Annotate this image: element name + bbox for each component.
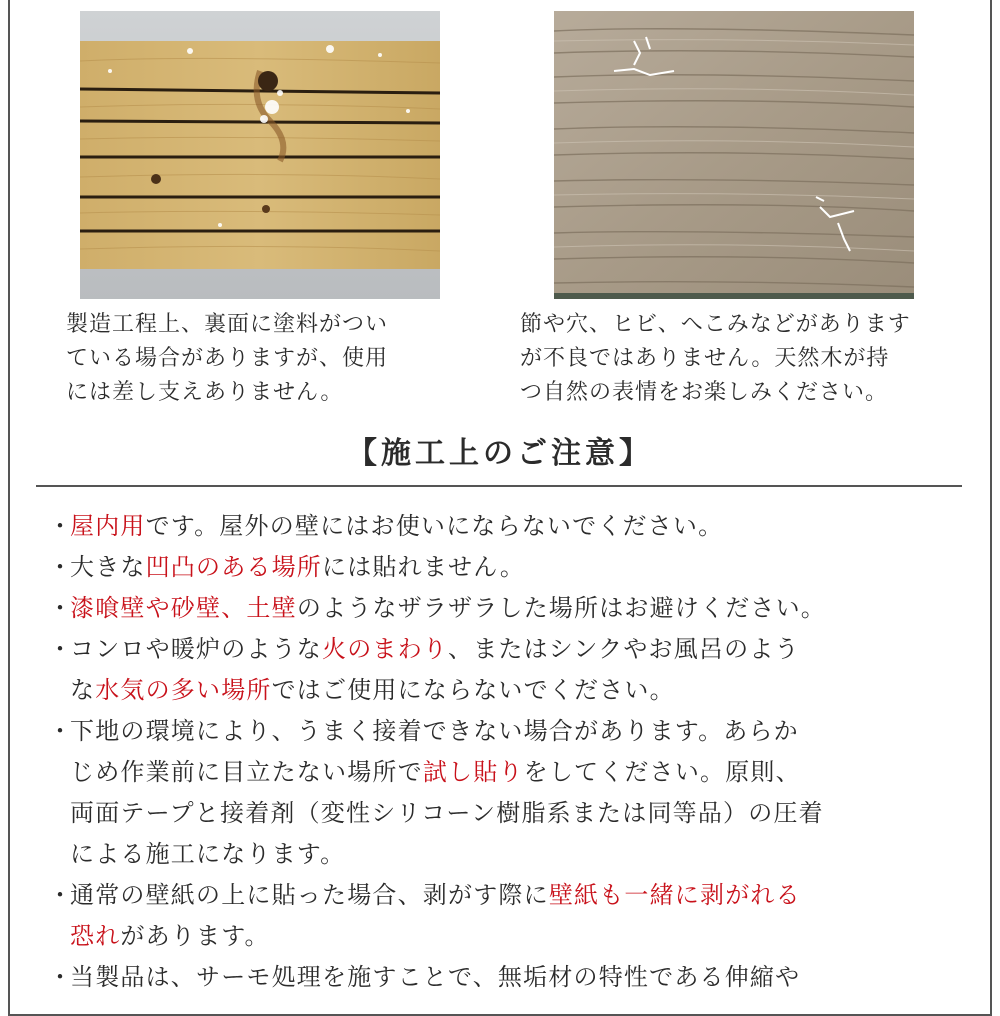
highlight-text: 漆喰壁や砂壁、土壁 xyxy=(70,594,297,622)
notes-list xyxy=(44,506,944,998)
bullet-marker: ・ xyxy=(48,512,72,540)
note-line xyxy=(44,957,944,998)
note-line xyxy=(44,629,944,670)
note-text: をしてください。原則、 xyxy=(523,758,801,786)
note-text: 通常の壁紙の上に貼った場合、剥がす際に xyxy=(70,881,549,909)
note-line xyxy=(44,547,944,588)
section-title: 【施工上のご注意】 xyxy=(347,436,653,471)
note-text: じめ作業前に目立たない場所で xyxy=(70,758,423,786)
note-line xyxy=(44,588,944,629)
note-text: には貼れません。 xyxy=(322,553,526,581)
caption-right-line: つ自然の表情をお楽しみください。 xyxy=(520,380,889,405)
note-item xyxy=(44,957,944,998)
note-line xyxy=(44,875,944,916)
note-item xyxy=(44,588,944,629)
bullet-marker: ・ xyxy=(48,553,72,581)
note-text: な xyxy=(70,676,96,704)
note-text: コンロや暖炉のような xyxy=(70,635,322,663)
note-item xyxy=(44,506,944,547)
highlight-text: 壁紙も一緒に剥がれる xyxy=(548,881,801,909)
note-text: 下地の環境により、うまく接着できない場合があります。あらか xyxy=(70,717,799,745)
note-text: による施工になります。 xyxy=(70,840,346,868)
bullet-marker: ・ xyxy=(48,963,72,991)
caption-left-line: ている場合がありますが、使用 xyxy=(66,346,389,371)
caption-left xyxy=(66,308,388,410)
bullet-marker: ・ xyxy=(48,881,72,909)
note-item xyxy=(44,875,944,957)
note-text: 両面テープと接着剤（変性シリコーン樹脂系または同等品）の圧着 xyxy=(70,799,824,827)
highlight-text: 火のまわり xyxy=(322,635,448,663)
bullet-marker: ・ xyxy=(48,594,72,622)
note-line xyxy=(44,711,944,752)
highlight-text: 凹凸のある場所 xyxy=(145,553,323,581)
note-text: があります。 xyxy=(120,922,270,950)
note-item xyxy=(44,629,944,711)
highlight-text: 水気の多い場所 xyxy=(95,676,272,704)
pine-board-with-paint-image xyxy=(80,11,440,299)
caption-left-line: には差し支えありません。 xyxy=(66,380,344,405)
note-text: のようなザラザラした場所はお避けください。 xyxy=(296,594,827,622)
note-item xyxy=(44,711,944,875)
divider xyxy=(36,485,962,487)
highlight-text: 恐れ xyxy=(70,922,121,950)
note-line xyxy=(44,834,944,875)
note-text: 、またはシンクやお風呂のよう xyxy=(448,635,800,663)
highlight-text: 屋内用 xyxy=(70,512,146,540)
note-text: です。屋外の壁にはお使いにならないでください。 xyxy=(145,512,724,540)
note-line xyxy=(44,752,944,793)
caption-right-line: が不良ではありません。天然木が持 xyxy=(520,346,890,371)
note-line xyxy=(44,670,944,711)
note-text: ではご使用にならないでください。 xyxy=(271,676,675,704)
note-item xyxy=(44,547,944,588)
note-text: 当製品は、サーモ処理を施すことで、無垢材の特性である伸縮や xyxy=(70,963,801,991)
bullet-marker: ・ xyxy=(48,717,72,745)
note-line xyxy=(44,506,944,547)
bullet-marker: ・ xyxy=(48,635,72,663)
note-line xyxy=(44,793,944,834)
note-text: 大きな xyxy=(70,553,146,581)
weathered-wood-with-cracks-image xyxy=(554,11,914,299)
note-line xyxy=(44,916,944,957)
highlight-text: 試し貼り xyxy=(422,758,524,786)
caption-right-line: 節や穴、ヒビ、へこみなどがあります xyxy=(520,312,911,337)
caption-left-line: 製造工程上、裏面に塗料がつい xyxy=(66,312,389,337)
caption-right xyxy=(520,308,911,410)
